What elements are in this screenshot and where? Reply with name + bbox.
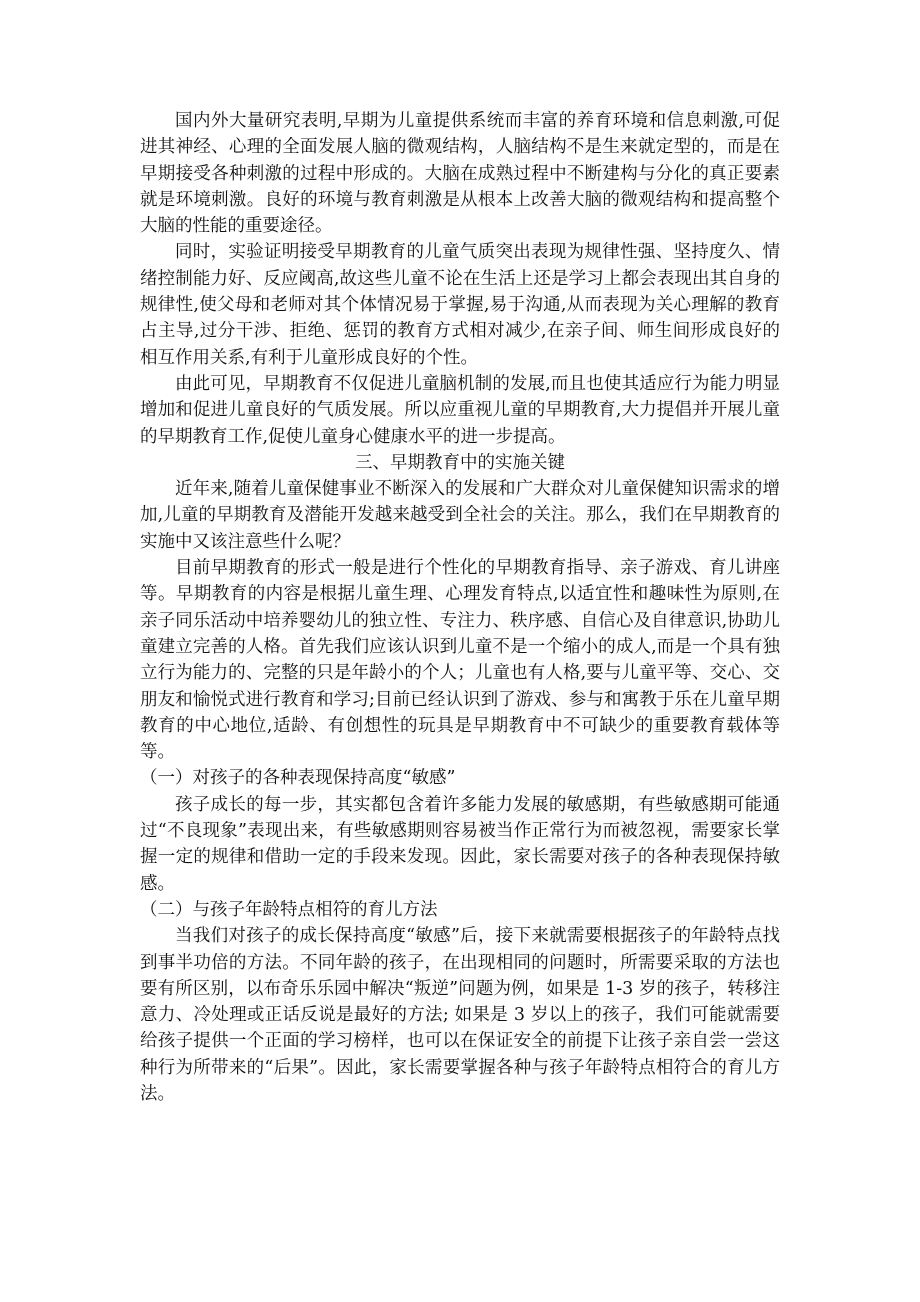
paragraph-recent-years: 近年来,随着儿童保健事业不断深入的发展和广大群众对儿童保健知识需求的增加,儿童的早期教育及潜能开发越来越受到全社会的关注。那么，我们在早期教育的实施中又该注意些什么呢？ xyxy=(140,479,780,552)
paragraph-conclusion: 由此可见，早期教育不仅促进儿童脑机制的发展,而且也使其适应行为能力明显增加和促进儿童良好的气质发展。所以应重视儿童的早期教育,大力提倡并开展儿童的早期教育工作,促使儿童身心健康水平的进一步提高。 xyxy=(140,373,780,447)
paragraph-current-forms: 目前早期教育的形式一般是进行个性化的早期教育指导、亲子游戏、育儿讲座等。早期教育的内容是根据儿童生理、心理发育特点,以适宜性和趣味性为原则,在亲子同乐活动中培养婴幼儿的独立性、专注力、秩序感、自信心及自律意识,协助儿童建立完善的人格。首先我们应该认识到儿童不是一个缩小的成人,而是一个具有独立行为能力的、完整的只是年龄小的个人；儿童也有人格,要与儿童平等、交心、交朋友和愉悦式进行教育和学习;目前已经认识到了游戏、参与和寓教于乐在儿童早期教育的中心地位,适龄、有创想性的玩具是早期教育中不可缺少的重要教育载体等等。 xyxy=(140,558,780,763)
subsection-1-heading: （一）对孩子的各种表现保持高度“敏感” xyxy=(140,768,456,789)
section-heading: 三、早期教育中的实施关键 xyxy=(355,452,565,473)
subsection-2-heading: （二）与孩子年龄特点相符的育儿方法 xyxy=(140,899,438,920)
subsection-2-paragraph: 当我们对孩子的成长保持高度“敏感”后，接下来就需要根据孩子的年龄特点找到事半功倍的方法。不同年龄的孩子，在出现相同的问题时，所需要采取的方法也要有所区别，以布奇乐乐园中解决“叛逆”问题为例，如果是 1-3 岁的孩子，转移注意力、冷处理或正话反说是最好的方法; 如果是 3 岁以上的孩子，我们可能就需要给孩子提供一个正面的学习榜样，也可以在保证安全的前提下让孩子亲自尝一尝这种行为所带来的“后果”。因此，家长需要掌握各种与孩子年龄特点相符合的育儿方法。 xyxy=(140,926,780,1104)
subsection-1-paragraph: 孩子成长的每一步，其实都包含着许多能力发展的敏感期，有些敏感期可能通过“不良现象”表现出来，有些敏感期则容易被当作正常行为而被忽视，需要家长掌握一定的规律和借助一定的手段来发现。因此，家长需要对孩子的各种表现保持敏感。 xyxy=(140,794,780,894)
paragraph-brain-development: 国内外大量研究表明,早期为儿童提供系统而丰富的养育环境和信息刺激,可促进其神经、心理的全面发展人脑的微观结构，人脑结构不是生来就定型的，而是在早期接受各种刺激的过程中形成的。大脑在成熟过程中不断建构与分化的真正要素就是环境刺激。良好的环境与教育刺激是从根本上改善大脑的微观结构和提高整个大脑的性能的重要途径。 xyxy=(140,111,780,237)
document-page xyxy=(140,108,780,1107)
paragraph-temperament: 同时，实验证明接受早期教育的儿童气质突出表现为规律性强、坚持度久、情绪控制能力好、反应阈高,故这些儿童不论在生活上还是学习上都会表现出其自身的规律性,使父母和老师对其个体情况易于掌握,易于沟通,从而表现为关心理解的教育占主导,过分干涉、拒绝、惩罚的教育方式相对减少,在亲子间、师生间形成良好的相互作用关系,有利于儿童形成良好的个性。 xyxy=(140,242,780,368)
